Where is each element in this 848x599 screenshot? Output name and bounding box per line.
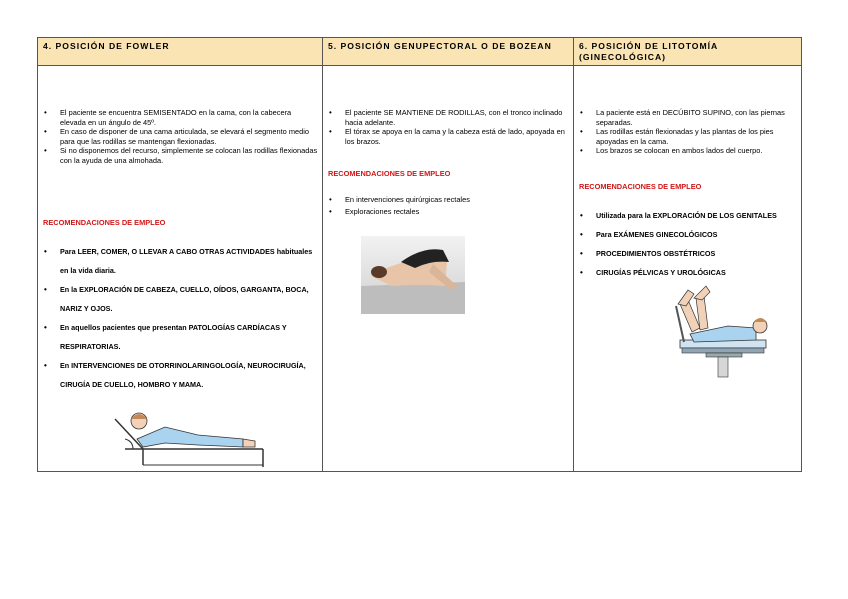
list-item: • En la EXPLORACIÓN DE CABEZA, CUELLO, OÍDOS, GARGANTA, BOCA, NARIZ Y OJOS.: [38, 280, 322, 318]
genupectoral-description-list: [323, 108, 568, 146]
content-row: [38, 66, 802, 472]
list-item: • Para LEER, COMER, O LLEVAR A CABO OTRAS ACTIVIDADES habituales en la vida diaria.: [38, 242, 322, 280]
header-row: [38, 38, 802, 66]
positions-table: [37, 37, 802, 472]
litotomia-recommendations-list: [574, 206, 802, 282]
cell-litotomia: [574, 66, 802, 472]
litotomia-position-illustration: [670, 284, 770, 378]
list-item: • El paciente se encuentra SEMISENTADO en la cama, con la cabecera elevada en un ángulo de 45º.: [38, 108, 318, 127]
fowler-recommendations-title: RECOMENDACIONES DE EMPLEO: [43, 218, 166, 227]
list-item: • En aquellos pacientes que presentan PATOLOGÍAS CARDÍACAS Y RESPIRATORIAS.: [38, 318, 322, 356]
list-item: • En caso de disponer de una cama articulada, se elevará el segmento medio para que las rodillas se mantengan flexionadas.: [38, 127, 318, 146]
cell-fowler: [38, 66, 323, 472]
litotomia-description-list: [574, 108, 802, 156]
list-item: • La paciente está en DECÚBITO SUPINO, con las piernas separadas.: [574, 108, 802, 127]
genupectoral-recommendations-list: [323, 194, 568, 218]
list-item: • CIRUGÍAS PÉLVICAS Y UROLÓGICAS: [574, 263, 802, 282]
list-item: • En intervenciones quirúrgicas rectales: [323, 194, 568, 206]
list-item: • PROCEDIMIENTOS OBSTÉTRICOS: [574, 244, 802, 263]
header-litotomia: 6. POSICIÓN DE LITOTOMÍA (GINECOLÓGICA): [574, 38, 802, 66]
fowler-recommendations-list: [38, 242, 322, 394]
list-item: • Los brazos se colocan en ambos lados del cuerpo.: [574, 146, 802, 156]
fowler-position-illustration: [103, 399, 268, 469]
header-fowler: 4. POSICIÓN DE FOWLER: [38, 38, 323, 66]
litotomia-recommendations-title: RECOMENDACIONES DE EMPLEO: [579, 182, 702, 191]
list-item: • Exploraciones rectales: [323, 206, 568, 218]
list-item: • Para EXÁMENES GINECOLÓGICOS: [574, 225, 802, 244]
list-item: • El paciente SE MANTIENE DE RODILLAS, con el tronco inclinado hacia adelante.: [323, 108, 568, 127]
list-item: • Las rodillas están flexionadas y las plantas de los pies apoyadas en la cama.: [574, 127, 802, 146]
cell-genupectoral: [323, 66, 574, 472]
fowler-description-list: [38, 108, 318, 166]
list-item: • Utilizada para la EXPLORACIÓN DE LOS GENITALES: [574, 206, 802, 225]
header-genupectoral: 5. POSICIÓN GENUPECTORAL O DE BOZEAN: [323, 38, 574, 66]
genupectoral-position-photo: [361, 236, 465, 314]
list-item: • El tórax se apoya en la cama y la cabeza está de lado, apoyada en los brazos.: [323, 127, 568, 146]
list-item: • Si no disponemos del recurso, simplemente se colocan las rodillas flexionadas con la ayuda de una almohada.: [38, 146, 318, 165]
positions-table-sheet: [37, 37, 801, 472]
genupectoral-recommendations-title: RECOMENDACIONES DE EMPLEO: [328, 169, 451, 178]
list-item: • En INTERVENCIONES DE OTORRINOLARINGOLOGÍA, NEUROCIRUGÍA, CIRUGÍA DE CUELLO, HOMBRO Y MAMA.: [38, 356, 322, 394]
